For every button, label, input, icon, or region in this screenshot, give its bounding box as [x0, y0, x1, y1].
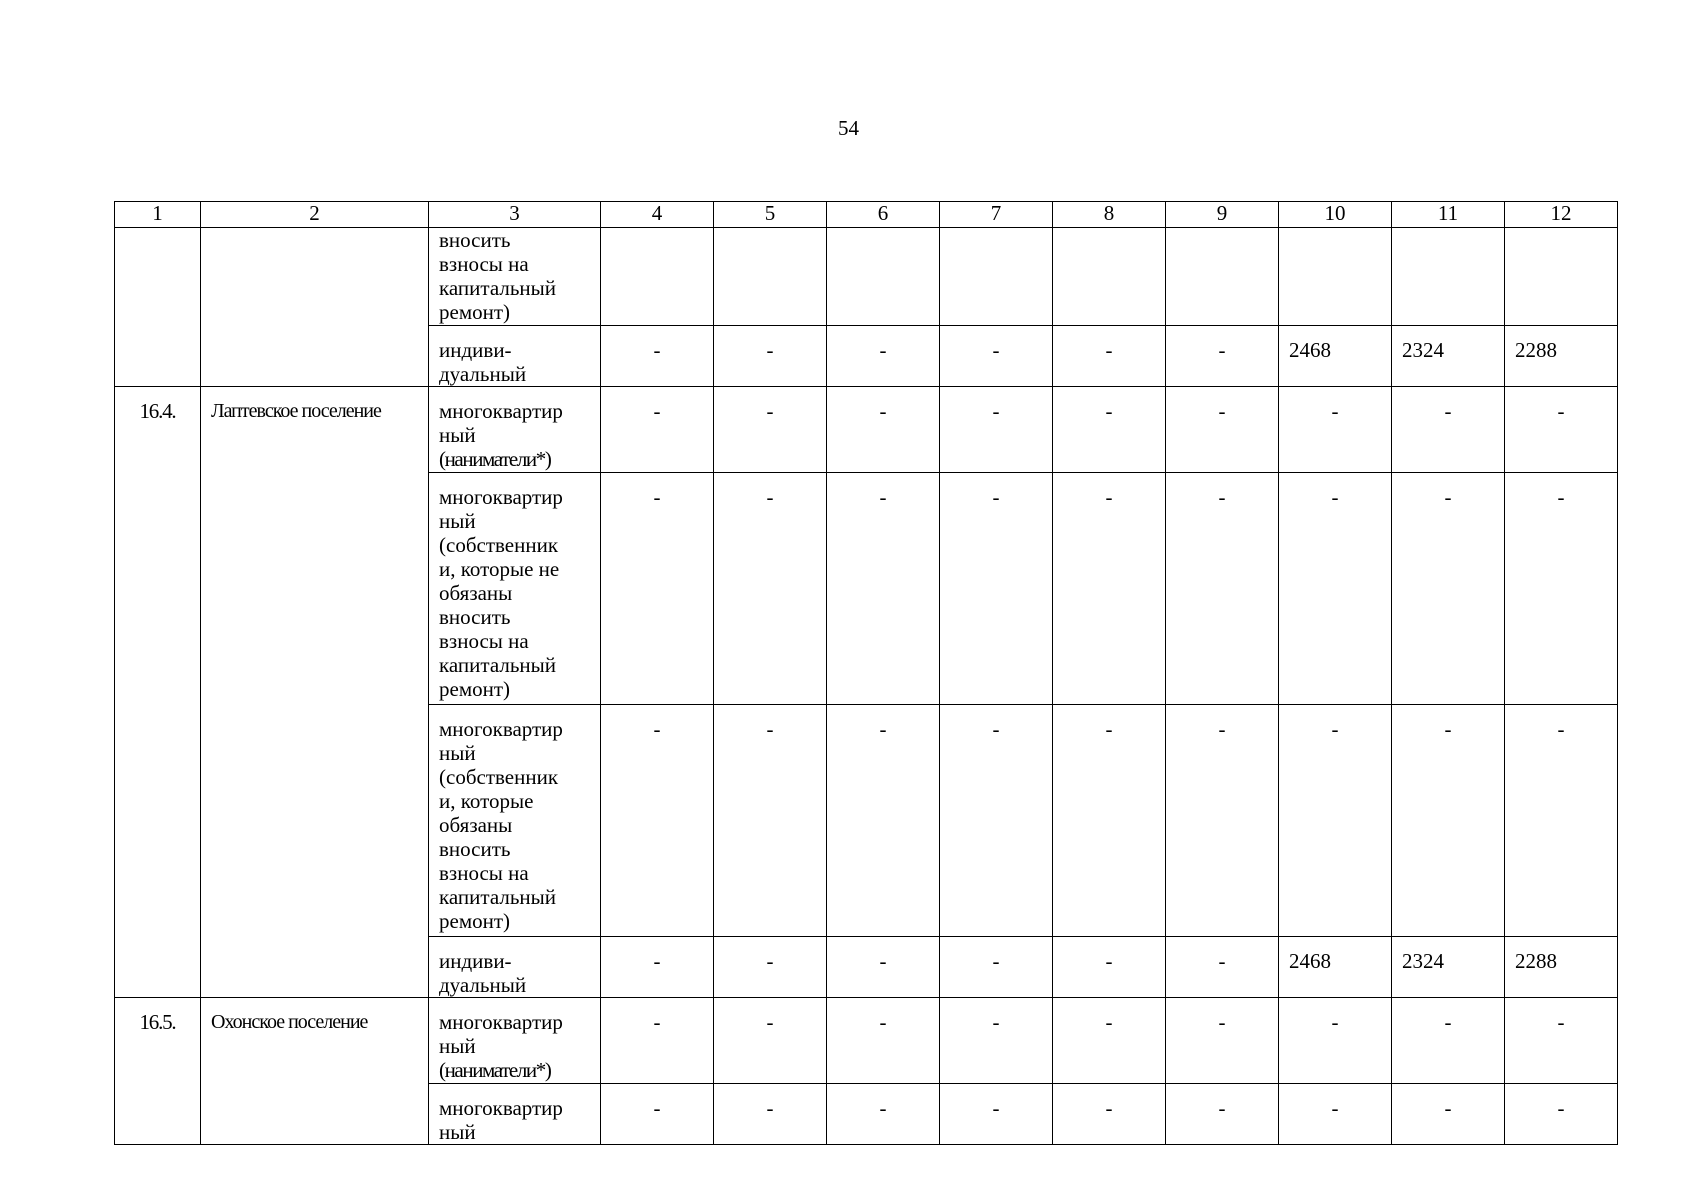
value-cell: -: [1279, 1084, 1392, 1145]
value-cell: [940, 228, 1053, 326]
value-cell: -: [601, 326, 714, 387]
housing-type: [429, 998, 601, 1084]
value-cell: -: [1166, 998, 1279, 1084]
housing-type-line: (собственник: [439, 533, 559, 557]
column-number: 3: [429, 202, 601, 228]
housing-type-line: вносить: [439, 837, 511, 861]
value-cell: -: [1053, 387, 1166, 473]
value-cell: -: [601, 998, 714, 1084]
table-row: [115, 387, 1618, 473]
value-cell: 2468: [1279, 326, 1392, 387]
value-cell: -: [827, 705, 940, 937]
housing-type-line: ный: [439, 1120, 476, 1144]
housing-type: [429, 228, 601, 326]
housing-type-line: вносить: [439, 228, 511, 252]
value-cell: -: [1166, 1084, 1279, 1145]
value-cell: -: [714, 937, 827, 998]
column-number: 12: [1505, 202, 1618, 228]
housing-type: [429, 1084, 601, 1145]
value-cell: -: [940, 473, 1053, 705]
housing-type: [429, 473, 601, 705]
tariff-table: [114, 201, 1618, 1145]
settlement-name: Охонское поселение: [201, 998, 429, 1145]
housing-type-line: дуальный: [439, 973, 527, 997]
housing-type-line: взносы на: [439, 252, 529, 276]
value-cell: -: [940, 326, 1053, 387]
value-cell: -: [827, 1084, 940, 1145]
value-cell: [1279, 228, 1392, 326]
housing-type-line: ный: [439, 1034, 476, 1058]
value-cell: -: [714, 387, 827, 473]
value-cell: [1505, 228, 1618, 326]
housing-type-line: ный: [439, 509, 476, 533]
housing-type-line: многоквартир: [439, 717, 563, 741]
column-number: 7: [940, 202, 1053, 228]
housing-type-line: ный: [439, 423, 476, 447]
housing-type-line: ремонт): [439, 909, 511, 933]
value-cell: -: [940, 937, 1053, 998]
column-number-row: [115, 202, 1618, 228]
item-number: 16.5.: [115, 998, 201, 1145]
housing-type-line: и, которые: [439, 789, 534, 813]
housing-type-line: многоквартир: [439, 1096, 563, 1120]
column-number: 11: [1392, 202, 1505, 228]
housing-type-line: индиви-: [439, 338, 512, 362]
column-number: 6: [827, 202, 940, 228]
value-cell: -: [1053, 998, 1166, 1084]
value-cell: -: [1392, 387, 1505, 473]
value-cell: [714, 228, 827, 326]
value-cell: -: [1166, 705, 1279, 937]
housing-type-line: (наниматели*): [439, 447, 551, 471]
housing-type-line: взносы на: [439, 629, 529, 653]
value-cell: -: [1505, 705, 1618, 937]
housing-type: [429, 387, 601, 473]
value-cell: [827, 228, 940, 326]
column-number: 5: [714, 202, 827, 228]
housing-type: [429, 705, 601, 937]
value-cell: -: [1505, 387, 1618, 473]
value-cell: -: [827, 473, 940, 705]
housing-type-line: (наниматели*): [439, 1058, 551, 1082]
housing-type-line: индиви-: [439, 949, 512, 973]
value-cell: -: [601, 1084, 714, 1145]
value-cell: -: [1279, 705, 1392, 937]
value-cell: -: [1166, 473, 1279, 705]
housing-type-line: капитальный: [439, 276, 556, 300]
value-cell: -: [1505, 473, 1618, 705]
housing-type: [429, 937, 601, 998]
value-cell: -: [940, 387, 1053, 473]
value-cell: -: [1392, 473, 1505, 705]
value-cell: -: [714, 705, 827, 937]
page-number: 54: [838, 116, 859, 140]
value-cell: [1166, 228, 1279, 326]
housing-type-line: вносить: [439, 605, 511, 629]
value-cell: -: [1392, 705, 1505, 937]
value-cell: -: [601, 705, 714, 937]
value-cell: -: [1279, 473, 1392, 705]
value-cell: -: [1392, 1084, 1505, 1145]
value-cell: 2468: [1279, 937, 1392, 998]
housing-type: [429, 326, 601, 387]
housing-type-line: многоквартир: [439, 1010, 563, 1034]
housing-type-line: ремонт): [439, 677, 511, 701]
value-cell: -: [1279, 998, 1392, 1084]
housing-type-line: обязаны: [439, 813, 513, 837]
value-cell: -: [1279, 387, 1392, 473]
column-number: 10: [1279, 202, 1392, 228]
housing-type-line: и, которые не: [439, 557, 560, 581]
housing-type-line: ремонт): [439, 300, 511, 324]
value-cell: -: [714, 1084, 827, 1145]
value-cell: -: [601, 473, 714, 705]
value-cell: -: [1166, 937, 1279, 998]
value-cell: -: [827, 326, 940, 387]
value-cell: -: [1166, 387, 1279, 473]
item-number: [115, 228, 201, 387]
value-cell: -: [940, 1084, 1053, 1145]
housing-type-line: дуальный: [439, 362, 527, 386]
housing-type-line: взносы на: [439, 861, 529, 885]
value-cell: -: [940, 998, 1053, 1084]
value-cell: -: [601, 937, 714, 998]
housing-type-line: многоквартир: [439, 399, 563, 423]
value-cell: -: [601, 387, 714, 473]
housing-type-line: капитальный: [439, 885, 556, 909]
value-cell: 2288: [1505, 326, 1618, 387]
value-cell: -: [940, 705, 1053, 937]
value-cell: -: [714, 473, 827, 705]
value-cell: -: [714, 326, 827, 387]
item-number: 16.4.: [115, 387, 201, 998]
value-cell: -: [1505, 1084, 1618, 1145]
value-cell: -: [1053, 705, 1166, 937]
value-cell: -: [827, 998, 940, 1084]
value-cell: [1392, 228, 1505, 326]
housing-type-line: ный: [439, 741, 476, 765]
value-cell: 2288: [1505, 937, 1618, 998]
value-cell: -: [1053, 326, 1166, 387]
value-cell: -: [1392, 998, 1505, 1084]
table-row: [115, 228, 1618, 326]
value-cell: -: [714, 998, 827, 1084]
housing-type-line: (собственник: [439, 765, 559, 789]
column-number: 9: [1166, 202, 1279, 228]
column-number: 2: [201, 202, 429, 228]
value-cell: -: [1053, 937, 1166, 998]
value-cell: 2324: [1392, 326, 1505, 387]
housing-type-line: обязаны: [439, 581, 513, 605]
column-number: 1: [115, 202, 201, 228]
value-cell: -: [827, 387, 940, 473]
table-row: [115, 998, 1618, 1084]
column-number: 4: [601, 202, 714, 228]
value-cell: -: [1166, 326, 1279, 387]
value-cell: -: [827, 937, 940, 998]
column-number: 8: [1053, 202, 1166, 228]
value-cell: -: [1053, 473, 1166, 705]
housing-type-line: капитальный: [439, 653, 556, 677]
value-cell: -: [1505, 998, 1618, 1084]
value-cell: [1053, 228, 1166, 326]
value-cell: -: [1053, 1084, 1166, 1145]
housing-type-line: многоквартир: [439, 485, 563, 509]
settlement-name: [201, 228, 429, 387]
value-cell: 2324: [1392, 937, 1505, 998]
settlement-name: Лаптевское поселение: [201, 387, 429, 998]
value-cell: [601, 228, 714, 326]
